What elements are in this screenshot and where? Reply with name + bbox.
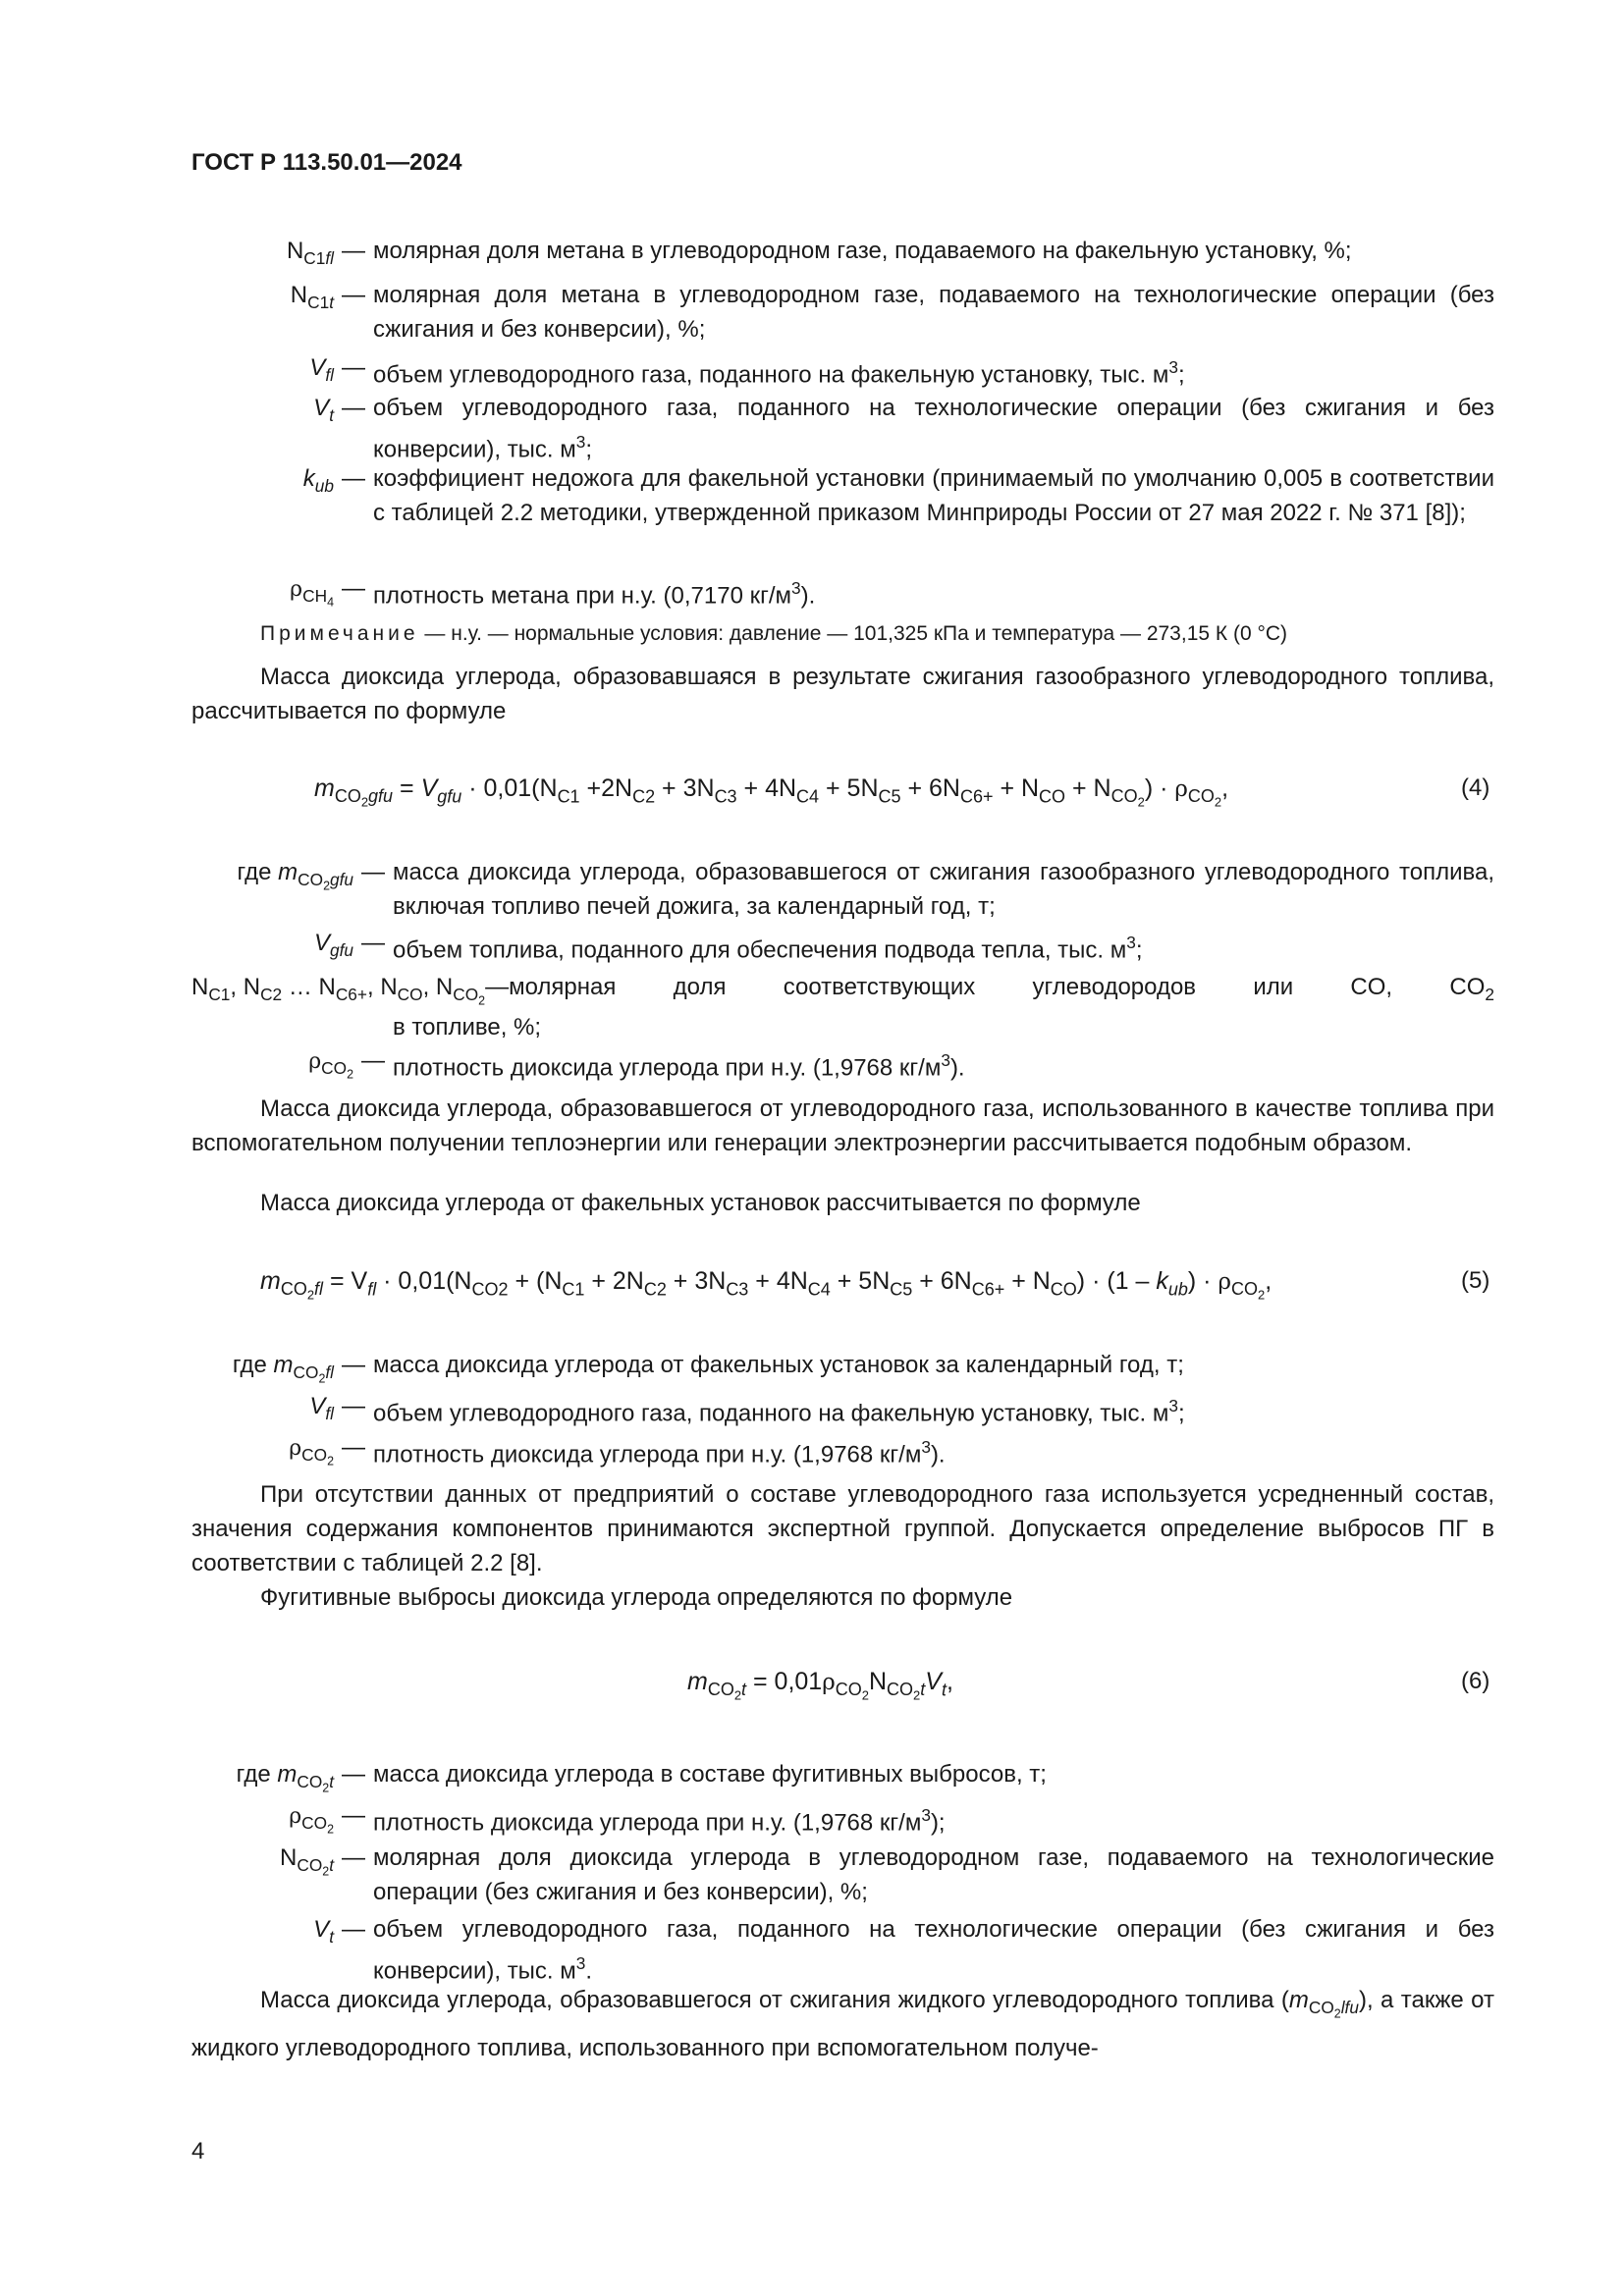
definition-row xyxy=(191,1430,1494,1478)
definition-text-continued: в топливе, %; xyxy=(393,1014,542,1041)
paragraph-text: Масса диоксида углерода, образовавшегося от углеводородного газа, использованного в качестве топлива при вспомогательном получении теплоэнергии или генерации электроэнергии рассчитывается подобным образом. xyxy=(191,1095,1494,1156)
dash: — xyxy=(342,282,365,308)
definition-text: молярная доля диоксида углерода в углеводородном газе, подаваемого на технологические операции (без сжигания и без конверсии), %; xyxy=(373,1844,1494,1905)
paragraph xyxy=(191,1186,1494,1220)
definition-text: объем углеводородного газа, поданного на факельную установку, тыс. $м^3$; xyxy=(373,357,1185,389)
definition-row xyxy=(191,1912,1494,1989)
where-label: где xyxy=(236,1761,271,1788)
definition-text-part: плотность диоксида углерода при н.у. (1,9768 кг/м xyxy=(373,1441,922,1468)
definition-text-part: объем углеводородного газа, поданного на факельную установку, тыс. м xyxy=(373,361,1169,389)
definition-text: молярная доля метана в углеводородном газе, подаваемого на факельную установку, %; xyxy=(373,238,1352,264)
definition-text-part: объем топлива, поданного для обеспечения подвода тепла, тыс. м xyxy=(393,936,1127,964)
definition-row xyxy=(191,234,1494,276)
paragraph-text-cont: , а также от жидкого углеводородного топлива, использованного при вспомогательном получе- xyxy=(191,1987,1494,2062)
definition-text: объем углеводородного газа, поданного на факельную установку, тыс. $м^3$; xyxy=(373,1396,1185,1427)
symbol: $\rho_{CH_4}$ xyxy=(290,577,334,610)
definition-text: объем углеводородного газа, поданного на технологические операции (без сжигания и без конверсии), тыс. $м^3$; xyxy=(373,395,1494,463)
definition-text-part: плотность диоксида углерода при н.у. (1,9768 кг/м xyxy=(373,1809,922,1837)
dash: — xyxy=(361,1047,385,1074)
note-label: Примечание xyxy=(260,622,419,645)
paragraph xyxy=(191,1580,1494,1615)
definition-text: масса диоксида углерода от факельных установок за календарный год, т; xyxy=(373,1352,1184,1378)
symbol: $V_{fl}$ xyxy=(309,1393,334,1424)
definition-text: молярная доля метана в углеводородном газе, подаваемого на технологические операции (без сжигания и без конверсии), %; xyxy=(373,282,1494,343)
definition-text: молярная доля соответствующих углеводородов или CO, $CO_2$ xyxy=(509,974,1494,1005)
dash: — xyxy=(485,974,510,1000)
symbol: $V_t$ xyxy=(313,1916,334,1948)
definition-text-part: объем углеводородного газа, поданного на технологические операции (без сжигания и без конверсии), тыс. м xyxy=(373,395,1494,463)
paragraph xyxy=(191,660,1494,728)
definition-row xyxy=(191,1798,1494,1846)
paragraph-text: Масса диоксида углерода от факельных установок рассчитывается по формуле xyxy=(260,1190,1141,1216)
definition-text: объем топлива, поданного для обеспечения подвода тепла, тыс. $м^3$; xyxy=(393,933,1143,964)
definition-row xyxy=(191,461,1494,530)
dash: — xyxy=(342,1434,365,1461)
dash: — xyxy=(342,1916,365,1943)
page-number: 4 xyxy=(191,2138,205,2164)
paragraph xyxy=(191,1092,1494,1160)
paragraph: Масса диоксида углерода, образовавшегося от сжигания жидкого углеводородного топлива $(m_{CO_2lfu})$, а также от жидкого углеводородного топлива, использованного при вспомогательном получе- xyxy=(191,1987,1494,2062)
note xyxy=(260,619,1497,649)
paragraph xyxy=(191,1477,1494,1580)
dash: — xyxy=(342,1802,365,1829)
dash: — xyxy=(342,238,365,264)
dash: — xyxy=(342,1761,365,1788)
formula-5: $m_{CO_2fl} = V_{fl} \cdot 0,01(N_{CO2} + (N_{C1} + 2N_{C2} + 3N_{C3} + 4N_{C4} + 5N_{C5} + 6N_{C6+} + N_{CO}) \cdot (1 - k_{ub}) \cdot \rho_{CO_2}$, xyxy=(260,1267,1272,1303)
definition-row xyxy=(191,855,1494,924)
dash: — xyxy=(342,465,365,492)
definition-row xyxy=(191,1043,1494,1092)
dash: — xyxy=(342,1393,365,1419)
definition-text-part: плотность метана при н.у. (0,7170 кг/м xyxy=(373,582,791,610)
note-text: — н.у. — нормальные условия: давление — 101,325 кПа и температура — 273,15 К (0 °С) xyxy=(424,622,1288,645)
symbol: $\rho_{CO_2}$ xyxy=(289,1436,334,1468)
symbol: $k_{ub}$ xyxy=(302,465,334,497)
dash: — xyxy=(342,1352,365,1378)
dash: — xyxy=(361,859,385,885)
definition-text: плотность диоксида углерода при н.у. (1,9768 $кг/м^3$). xyxy=(393,1050,965,1082)
dash: — xyxy=(342,1844,365,1871)
symbol: $\rho_{CO_2}$ xyxy=(308,1049,353,1082)
formula-number: (6) xyxy=(1461,1668,1490,1694)
dash: — xyxy=(342,575,365,602)
formula-number: (4) xyxy=(1461,774,1490,801)
definition-text-part: объем углеводородного газа, поданного на факельную установку, тыс. м xyxy=(373,1400,1169,1427)
definition-row xyxy=(191,926,1494,968)
definition-row xyxy=(191,970,1494,1041)
definition-text: масса диоксида углерода, образовавшегося от сжигания газообразного углеводородного топлива, включая топливо печей дожига, за календарный год, т; xyxy=(393,859,1494,920)
paragraph-text: Масса диоксида углерода, образовавшегося от сжигания жидкого углеводородного топлива xyxy=(260,1987,1274,2013)
symbol: $V_{gfu}$ xyxy=(313,930,353,961)
formula-4: $m_{CO_2gfu} = V_{gfu} \cdot 0,01(N_{C1} +2N_{C2} + 3N_{C3} + 4N_{C4} + 5N_{C5} + 6N_{C6+} + N_{CO} + N_{CO_2}) \cdot \rho_{CO_2}$, xyxy=(314,774,1229,810)
dash: — xyxy=(342,354,365,381)
definition-text-part: молярная доля соответствующих углеводородов или CO, CO xyxy=(509,974,1486,1000)
dash: — xyxy=(342,395,365,421)
symbol: $N_{C1t}$ xyxy=(290,282,334,313)
definition-text: объем углеводородного газа, поданного на технологические операции (без сжигания и без конверсии), тыс. $м^3$. xyxy=(373,1916,1494,1985)
definition-row xyxy=(191,278,1494,347)
symbol: $N_{CO_2t}$ xyxy=(280,1844,334,1879)
definition-text: масса диоксида углерода в составе фугитивных выбросов, т; xyxy=(373,1761,1047,1788)
symbol: $\rho_{CO_2}$ xyxy=(289,1804,334,1837)
symbol: $N_{C1}$, $N_{C2}$ … $N_{C6+}$, $N_{CO}$, $N_{CO_2}$ xyxy=(191,974,486,1008)
definition-text: плотность метана при н.у. (0,7170 $кг/м^3$). xyxy=(373,578,816,610)
definition-row xyxy=(191,350,1494,393)
definition-row xyxy=(191,1389,1494,1431)
symbol: где $m_{CO_2fl}$ xyxy=(232,1352,334,1386)
definition-row xyxy=(191,391,1494,467)
definition-text-part: объем углеводородного газа, поданного на технологические операции (без сжигания и без конверсии), тыс. м xyxy=(373,1916,1494,1985)
dash: — xyxy=(361,930,385,956)
symbol: $V_{fl}$ xyxy=(309,354,334,386)
definition-text: коэффициент недожога для факельной установки (принимаемый по умолчанию 0,005 в соответствии с таблицей 2.2 методики, утвержденной приказом Минприроды России от 27 мая 2022 г. № 371 [8]); xyxy=(373,465,1494,526)
where-label: где xyxy=(232,1352,267,1378)
symbol: $N_{C1fl}$ xyxy=(286,238,334,269)
paragraph-text: При отсутствии данных от предприятий о составе углеводородного газа используется усредненный состав, значения содержания компонентов принимаются экспертной группой. Допускается определение выбросов ПГ в соответствии с таблицей 2.2 [8]. xyxy=(191,1481,1494,1576)
symbol: $V_t$ xyxy=(313,395,334,426)
paragraph-text: Масса диоксида углерода, образовавшаяся в результате сжигания газообразного углеводородного топлива, рассчитывается по формуле xyxy=(191,664,1494,724)
formula-number: (5) xyxy=(1461,1267,1490,1294)
paragraph-text: Фугитивные выбросы диоксида углерода определяются по формуле xyxy=(260,1584,1013,1611)
definition-text: плотность диоксида углерода при н.у. (1,9768 $кг/м^3$). xyxy=(373,1437,946,1468)
symbol: где $m_{CO_2gfu}$ xyxy=(237,859,353,893)
definition-text-part: плотность диоксида углерода при н.у. (1,9768 кг/м xyxy=(393,1054,942,1082)
where-label: где xyxy=(237,859,272,885)
definition-row xyxy=(191,1841,1494,1909)
formula-6: $m_{CO_2t} = 0,01\rho_{CO_2}N_{CO_2t}V_t$, xyxy=(687,1668,953,1703)
symbol: где $m_{CO_2t}$ xyxy=(236,1761,334,1795)
definition-text: плотность диоксида углерода при н.у. (1,9768 $кг/м^3$); xyxy=(373,1805,946,1837)
definition-row xyxy=(191,571,1494,619)
document-header: ГОСТ Р 113.50.01—2024 xyxy=(191,149,462,176)
